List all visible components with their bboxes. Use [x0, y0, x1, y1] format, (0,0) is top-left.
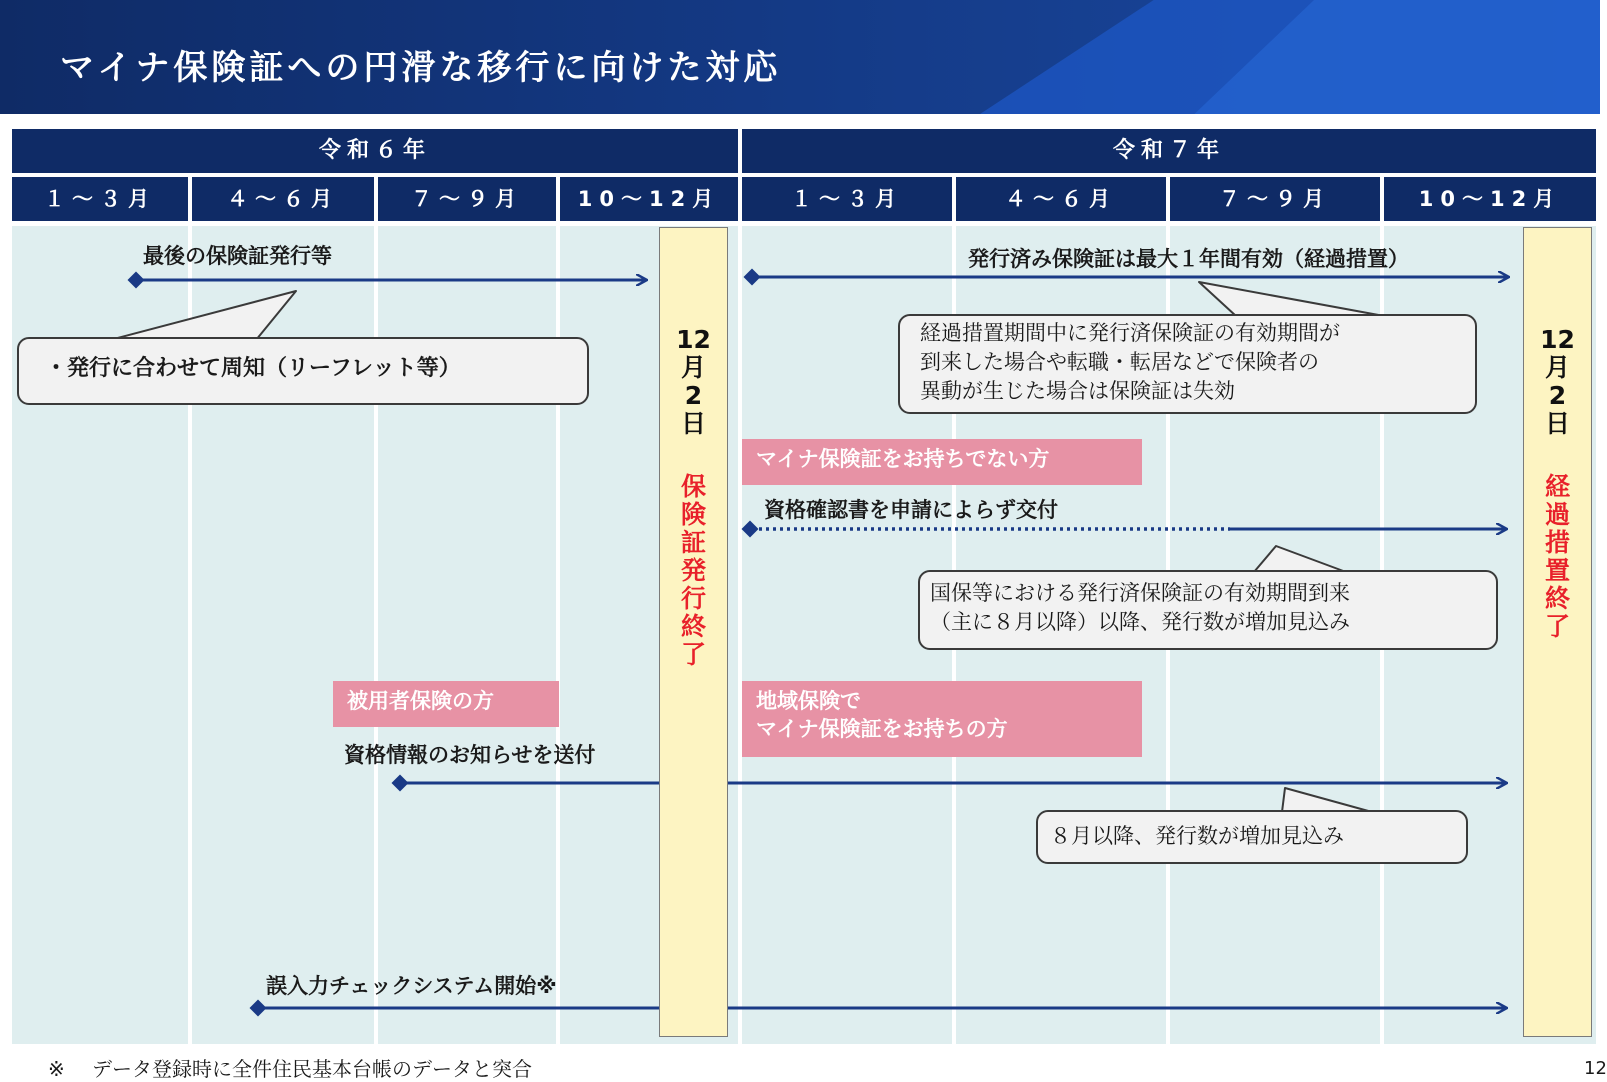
milestone-event-char: 了 — [1544, 612, 1570, 641]
milestone-event-char: 保 — [680, 472, 706, 501]
nhi-callout — [918, 570, 1498, 650]
quarter-header: ７～９月 — [378, 177, 556, 221]
milestone-date-char: 日 — [680, 409, 706, 438]
milestone-date-char: 月 — [680, 353, 706, 382]
milestone-event-char: 発 — [680, 556, 706, 585]
callout-line: 国保等における発行済保険証の有効期間到来 — [930, 581, 1350, 605]
callout-line: 経過措置期間中に発行済保険証の有効期間が — [920, 321, 1340, 345]
milestone-event-char: 険 — [680, 500, 706, 529]
callout-line: （主に８月以降）以降、発行数が増加見込み — [930, 610, 1350, 634]
quarter-header: １～３月 — [742, 177, 952, 221]
notice-callout: ・発行に合わせて周知（リーフレット等） — [17, 337, 589, 405]
quarter-header: ７～９月 — [1170, 177, 1380, 221]
footnote-mark: ※ — [48, 1057, 65, 1081]
quarter-header: ４～６月 — [192, 177, 374, 221]
milestone-event-char: 了 — [680, 640, 706, 669]
last-issue-label: 最後の保険証発行等 — [143, 244, 332, 268]
page-title: マイナ保険証への円滑な移行に向けた対応 — [60, 48, 782, 88]
check-system-label: 誤入力チェックシステム開始※ — [266, 974, 557, 998]
employee-insurance-tag: 被用者保険の方 — [333, 681, 559, 727]
valid-period-label: 発行済み保険証は最大１年間有効（経過措置） — [968, 247, 1409, 271]
regional-tag-line: マイナ保険証をお持ちの方 — [756, 717, 1008, 741]
year-header-r6: 令和６年 — [12, 129, 738, 173]
milestone-date-char: 12 — [1540, 325, 1575, 354]
callout-line: 異動が生じた場合は保険証は失効 — [920, 379, 1235, 403]
footnote — [48, 1053, 532, 1082]
milestone-event-char: 終 — [1544, 584, 1570, 613]
milestone-event-char: 置 — [1544, 556, 1570, 585]
quarter-header: ４～６月 — [956, 177, 1166, 221]
quarter-header: 10～12月 — [560, 177, 738, 221]
year-header-r7: 令和７年 — [742, 129, 1596, 173]
quarter-header: 10～12月 — [1384, 177, 1596, 221]
footnote-text: データ登録時に全件住民基本台帳のデータと突合 — [92, 1057, 532, 1081]
milestone-event-char: 行 — [680, 584, 706, 613]
milestone-event-char: 措 — [1544, 528, 1570, 557]
page-number: 12 — [1584, 1058, 1607, 1079]
regional-tag-line: 地域保険で — [756, 689, 861, 713]
milestone-event-char: 経 — [1544, 472, 1570, 501]
milestone-date-char: 月 — [1544, 353, 1570, 382]
milestone-event-char: 証 — [680, 528, 706, 557]
certificate-label: 資格確認書を申請によらず交付 — [764, 498, 1058, 522]
transition-callout — [898, 314, 1477, 414]
milestone-event-char: 終 — [680, 612, 706, 641]
callout-line: 到来した場合や転職・転居などで保険者の — [920, 350, 1319, 374]
aug-increase-callout: ８月以降、発行数が増加見込み — [1036, 810, 1468, 864]
quarter-header: １～３月 — [12, 177, 188, 221]
no-mynacard-tag: マイナ保険証をお持ちでない方 — [742, 439, 1142, 485]
milestone-date-char: 2 — [1548, 381, 1567, 410]
notice-label: 資格情報のお知らせを送付 — [344, 743, 596, 767]
milestone-date-char: 日 — [1544, 409, 1570, 438]
milestone-date-char: 2 — [684, 381, 703, 410]
milestone-date-char: 12 — [676, 325, 711, 354]
milestone-event-char: 過 — [1544, 500, 1570, 529]
